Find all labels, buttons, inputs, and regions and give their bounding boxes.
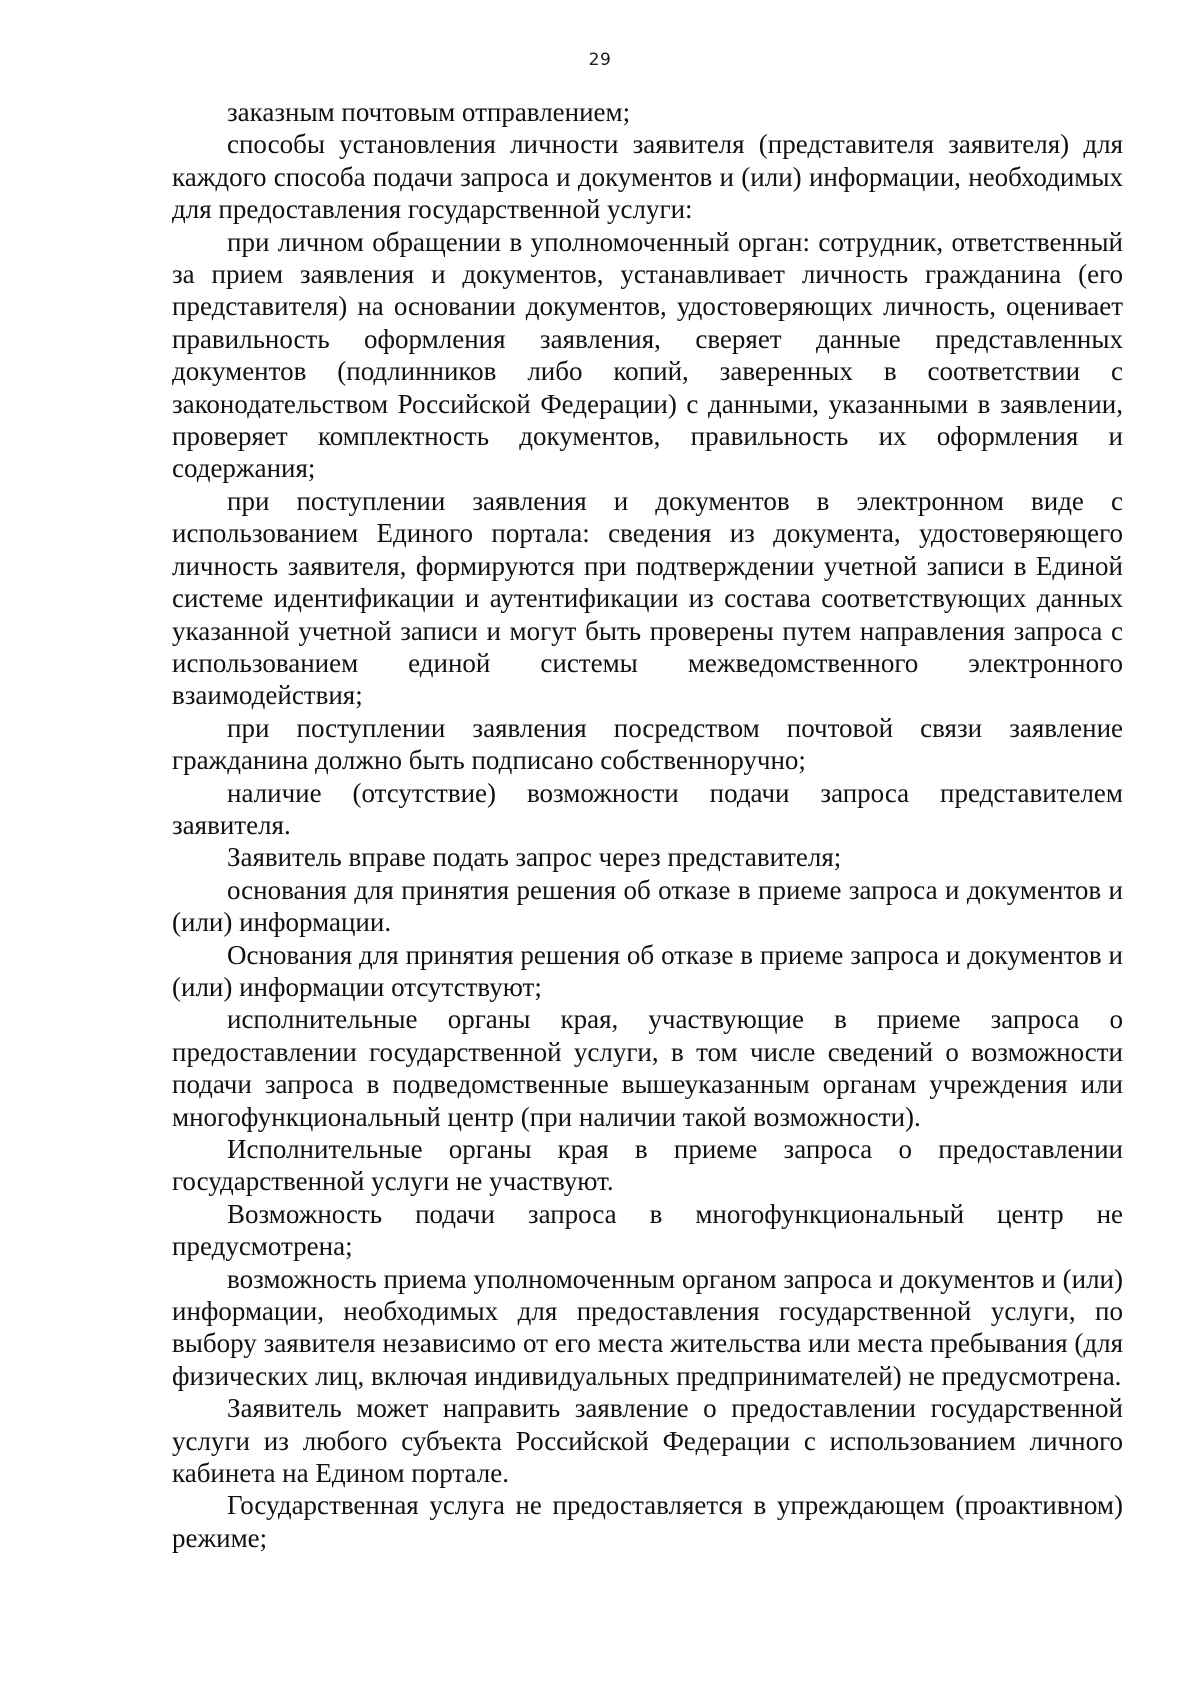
paragraph: основания для принятия решения об отказе в приеме запроса и документов и (или) информации. bbox=[172, 874, 1123, 938]
paragraph: Государственная услуга не предоставляется в упреждающем (проактивном) режиме; bbox=[172, 1490, 1123, 1553]
paragraph: заказным почтовым отправлением; bbox=[227, 97, 631, 127]
paragraph: наличие (отсутствие) возможности подачи запроса представителем заявителя. bbox=[172, 777, 1123, 840]
paragraph: при поступлении заявления посредством почтовой связи заявление гражданина должно быть подписано собственноручно; bbox=[172, 712, 1123, 776]
paragraph: при поступлении заявления и документов в электронном виде с использованием Единого портала: сведения из документа, удостоверяющего личность заявителя, формируются при подтверждении учетной записи в Единой системе идентификации и аутентификации из состава соответствующих данных указанной учетной записи и могут быть проверены путем направления запроса с использованием единой системы межведомственного электронного взаимодействия; bbox=[172, 485, 1123, 711]
paragraph: возможность приема уполномоченным органом запроса и документов и (или) информации, необходимых для предоставления государственной услуги, по выбору заявителя независимо от его места жительства или места пребывания (для физических лиц, включая индивидуальных предпринимателей) не предусмотрена. bbox=[172, 1263, 1123, 1391]
paragraph: исполнительные органы края, участвующие в приеме запроса о предоставлении государственной услуги, в том числе сведений о возможности подачи запроса в подведомственные вышеуказанным органам учреждения или многофункциональный центр (при наличии такой возможности). bbox=[172, 1004, 1123, 1132]
paragraph: Исполнительные органы края в приеме запроса о предоставлении государственной услуги не участвуют. bbox=[172, 1134, 1123, 1197]
paragraph: Заявитель вправе подать запрос через представителя; bbox=[227, 842, 842, 873]
paragraph: Основания для принятия решения об отказе в приеме запроса и документов и (или) информации отсутствуют; bbox=[172, 939, 1123, 1002]
document-body bbox=[172, 96, 1123, 1554]
page-number: 29 bbox=[588, 50, 612, 70]
paragraph: Возможность подачи запроса в многофункциональный центр не предусмотрена; bbox=[172, 1198, 1123, 1262]
paragraph: способы установления личности заявителя (представителя заявителя) для каждого способа подачи запроса и документов и (или) информации, необходимых для предоставления государственной услуги: bbox=[172, 129, 1123, 225]
paragraph: Заявитель может направить заявление о предоставлении государственной услуги из любого субъекта Российской Федерации с использованием личного кабинета на Едином портале. bbox=[172, 1393, 1123, 1489]
paragraph: при личном обращении в уполномоченный орган: сотрудник, ответственный за прием заявления и документов, устанавливает личность гражданина (его представителя) на основании документов, удостоверяющих личность, оценивает правильность оформления заявления, сверяет данные представленных документов (подлинников либо копий, заверенных в соответствии с законодательством Российской Федерации) с данными, указанными в заявлении, проверяет комплектность документов, правильность их оформления и содержания; bbox=[172, 226, 1123, 484]
